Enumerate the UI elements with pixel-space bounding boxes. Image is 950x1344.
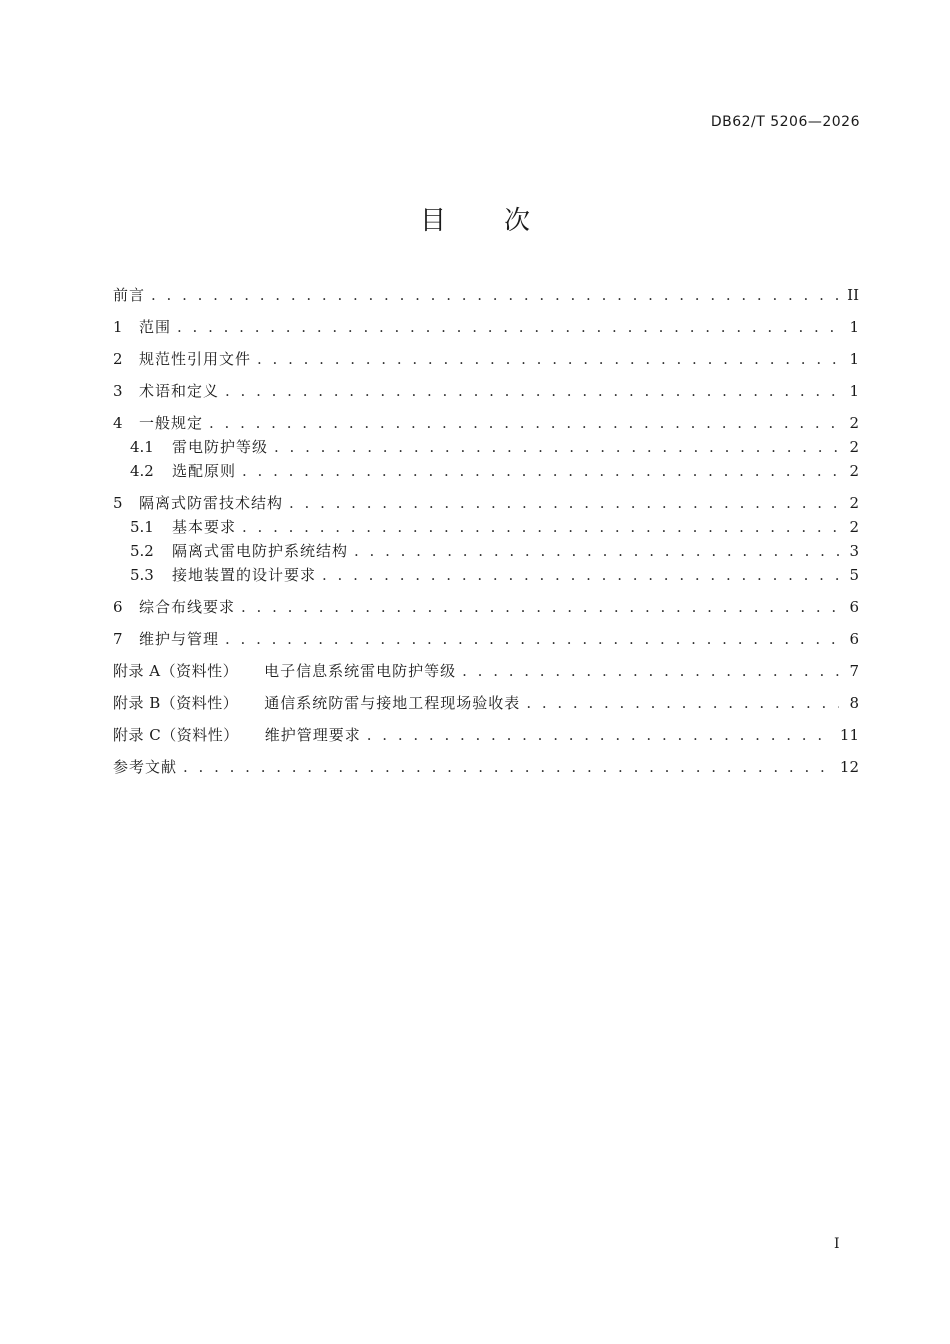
toc-entry-page: 2 (849, 462, 859, 480)
toc-entry-6[interactable] (113, 598, 859, 616)
toc-entry-page: II (847, 286, 859, 304)
toc-entry-page: 8 (849, 694, 859, 712)
toc-entry-references[interactable] (113, 758, 859, 776)
toc-appendix-prefix: 附录 A（资料性） (113, 662, 239, 680)
toc-leader-dots (177, 318, 839, 336)
page-number: I (834, 1236, 840, 1252)
toc-entry-page: 1 (849, 350, 859, 368)
toc-entry-5-2[interactable] (113, 542, 859, 560)
toc-entry-5-1[interactable] (113, 518, 859, 536)
toc-entry-page: 7 (849, 662, 859, 680)
toc-entry-page: 6 (849, 630, 859, 648)
toc-entry-3[interactable] (113, 382, 859, 400)
toc-entry-number: 5.2 (130, 542, 154, 560)
toc-leader-dots (241, 598, 839, 616)
toc-entry-label: 接地装置的设计要求 (172, 566, 317, 584)
toc-entry-page: 3 (849, 542, 859, 560)
toc-entry-label: 选配原则 (172, 462, 237, 480)
toc-entry-label: 隔离式雷电防护系统结构 (172, 542, 349, 560)
toc-entry-label: 参考文献 (113, 758, 178, 776)
toc-leader-dots (183, 758, 834, 776)
page-title (0, 200, 950, 237)
toc-entry-number: 5 (113, 494, 123, 512)
toc-entry-page: 6 (849, 598, 859, 616)
toc-entry-number: 5.1 (130, 518, 154, 536)
toc-entry-page: 11 (839, 726, 859, 744)
toc-entry-appendix-a[interactable] (113, 662, 859, 680)
toc-entry-4[interactable] (113, 414, 859, 432)
toc-entry-2[interactable] (113, 350, 859, 368)
toc-entry-5-3[interactable] (113, 566, 859, 584)
toc-entry-label: 术语和定义 (139, 382, 220, 400)
title-char-2: 次 (504, 206, 531, 236)
toc-entry-page: 2 (849, 414, 859, 432)
toc-entry-page: 1 (849, 318, 859, 336)
toc-entry-number: 4.1 (130, 438, 154, 456)
toc-leader-dots (322, 566, 839, 584)
toc-leader-dots (151, 286, 839, 304)
toc-entry-number: 1 (113, 318, 123, 336)
toc-leader-dots (242, 518, 839, 536)
toc-leader-dots (367, 726, 834, 744)
toc-entry-number: 4.2 (130, 462, 154, 480)
toc-entry-label: 综合布线要求 (139, 598, 236, 616)
toc-entry-label: 隔离式防雷技术结构 (139, 494, 284, 512)
toc-entry-number: 6 (113, 598, 123, 616)
toc-entry-4-2[interactable] (113, 462, 859, 480)
toc-entry-label: 一般规定 (139, 414, 204, 432)
toc-entry-page: 2 (849, 438, 859, 456)
toc-leader-dots (274, 438, 839, 456)
toc-entry-appendix-b[interactable] (113, 694, 859, 712)
toc-entry-number: 3 (113, 382, 123, 400)
toc-entry-label: 雷电防护等级 (172, 438, 269, 456)
toc-leader-dots (462, 662, 839, 680)
toc-leader-dots (209, 414, 839, 432)
toc-entry-label: 电子信息系统雷电防护等级 (264, 662, 457, 680)
toc-entry-label: 维护与管理 (139, 630, 220, 648)
toc-entry-5[interactable] (113, 494, 859, 512)
toc-entry-number: 5.3 (130, 566, 154, 584)
toc-entry-page: 2 (849, 518, 859, 536)
toc-entry-foreword[interactable] (113, 286, 859, 304)
table-of-contents (113, 286, 859, 776)
toc-entry-page: 1 (849, 382, 859, 400)
title-char-1: 目 (419, 206, 446, 236)
toc-entry-label: 基本要求 (172, 518, 237, 536)
document-code: DB62/T 5206—2026 (710, 114, 860, 130)
toc-entry-page: 5 (849, 566, 859, 584)
toc-entry-page: 2 (849, 494, 859, 512)
toc-leader-dots (225, 630, 839, 648)
toc-entry-appendix-c[interactable] (113, 726, 859, 744)
toc-entry-label: 前言 (113, 286, 146, 304)
toc-entry-number: 2 (113, 350, 123, 368)
toc-leader-dots (289, 494, 839, 512)
toc-entry-number: 7 (113, 630, 123, 648)
toc-leader-dots (242, 462, 839, 480)
toc-leader-dots (354, 542, 839, 560)
toc-entry-label: 规范性引用文件 (139, 350, 252, 368)
toc-entry-label: 维护管理要求 (264, 726, 361, 744)
toc-appendix-prefix: 附录 B（资料性） (113, 694, 239, 712)
toc-appendix-prefix: 附录 C（资料性） (113, 726, 239, 744)
toc-leader-dots (225, 382, 839, 400)
toc-entry-label: 通信系统防雷与接地工程现场验收表 (264, 694, 521, 712)
toc-leader-dots (526, 694, 839, 712)
toc-leader-dots (257, 350, 839, 368)
toc-entry-4-1[interactable] (113, 438, 859, 456)
toc-entry-page: 12 (839, 758, 859, 776)
toc-entry-number: 4 (113, 414, 123, 432)
toc-entry-label: 范围 (139, 318, 172, 336)
toc-entry-7[interactable] (113, 630, 859, 648)
toc-entry-1[interactable] (113, 318, 859, 336)
